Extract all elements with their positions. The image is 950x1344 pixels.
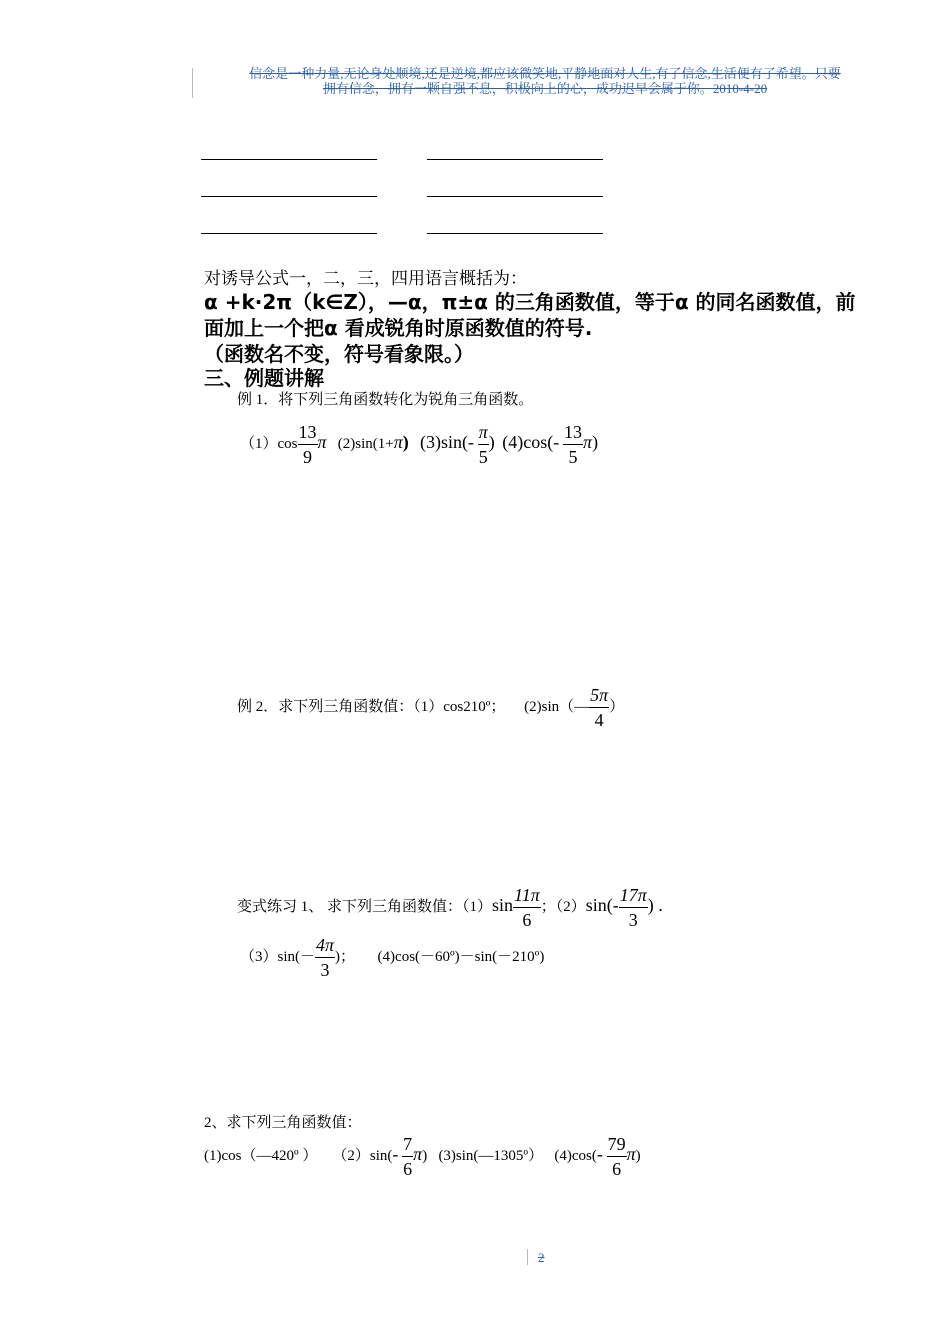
example1-problems: （1）cos $\frac{13}{9}$ π (2)sin(1+π) (3)sin(- $\frac{\pi}{5}$ ) (4)cos(- $\frac{13}{5}$ π) <box>240 422 599 467</box>
fraction: $\frac{79}{6}$ <box>607 1134 626 1179</box>
answer-blank <box>201 233 377 234</box>
example2-prompt: 例 2．求下列三角函数值：（1）cos210º； <box>237 698 506 715</box>
ex1-p1-label: （1）cos <box>240 435 298 452</box>
header-line-1: 信念是一种力量,无论身处顺境,还是逆境,都应该微笑地,平静地面对人生,有了信念,生活便有了希望。只要 <box>249 66 841 81</box>
ex1-p3-label: (3)sin( <box>420 431 469 452</box>
fraction: $\frac{11\pi}{6}$ <box>514 885 540 930</box>
fraction: $\frac{7}{6}$ <box>403 1134 413 1179</box>
exercise2-prompt: 2、求下列三角函数值： <box>204 1115 362 1131</box>
answer-blank <box>201 159 377 160</box>
section-title: 三、例题讲解 <box>204 366 324 390</box>
exercise2-problems: (1)cos（—420º ） （2）sin(- $\frac{7}{6}$ π) (3)sin(—1305º） (4)cos(- $\frac{79}{6}$ π) <box>204 1134 641 1179</box>
header-margin-bar <box>192 68 193 98</box>
summary-intro: 对诱导公式一，二，三，四用语言概括为： <box>204 269 527 288</box>
variant-prompt: 变式练习 1、 求下列三角函数值：（1） <box>237 898 493 915</box>
answer-blank <box>427 196 603 197</box>
rule-line-3: （函数名不变，符号看象限。） <box>204 342 474 366</box>
fraction: $\frac{13}{9}$ <box>298 422 317 467</box>
answer-blank <box>427 233 603 234</box>
fraction: $\frac{13}{5}$ <box>564 422 583 467</box>
example1-prompt: 例 1．将下列三角函数转化为锐角三角函数。 <box>237 392 534 408</box>
fraction: $\frac{17\pi}{3}$ <box>619 885 647 930</box>
variant-line-2: （3）sin(－ $\frac{4\pi}{3}$ )； (4)cos(－60º)－sin(－210º) <box>240 935 545 980</box>
ex1-p4-label: (4)cos( <box>502 431 554 452</box>
answer-blank <box>427 159 603 160</box>
header-line-2: 拥有信念，拥有一颗自强不息，积极向上的心，成功迟早会属于你。2010-4-20 <box>322 81 768 96</box>
ex1-p2-label: (2)sin(1+ <box>337 435 394 452</box>
page-number: 2 <box>538 1250 545 1265</box>
footer-margin-bar <box>527 1249 528 1265</box>
fraction: $\frac{\pi}{5}$ <box>478 422 488 467</box>
answer-blank <box>201 196 377 197</box>
variant-line-1: 变式练习 1、 求下列三角函数值：（1）sin $\frac{11\pi}{6}$ ；（2）sin(- $\frac{17\pi}{3}$ ) . <box>237 885 663 930</box>
rule-line-1: α +k·2π（k∈Z），—α，π±α 的三角函数值，等于α 的同名函数值，前 <box>204 290 856 314</box>
fraction: $\frac{4\pi}{3}$ <box>316 935 335 980</box>
example2: 例 2．求下列三角函数值：（1）cos210º； (2)sin（— $\frac{5\pi}{4}$ ） <box>237 685 625 730</box>
rule-line-2: 面加上一个把α 看成锐角时原函数值的符号. <box>204 316 593 340</box>
page-header <box>200 66 890 96</box>
fraction: $\frac{5\pi}{4}$ <box>590 685 609 730</box>
